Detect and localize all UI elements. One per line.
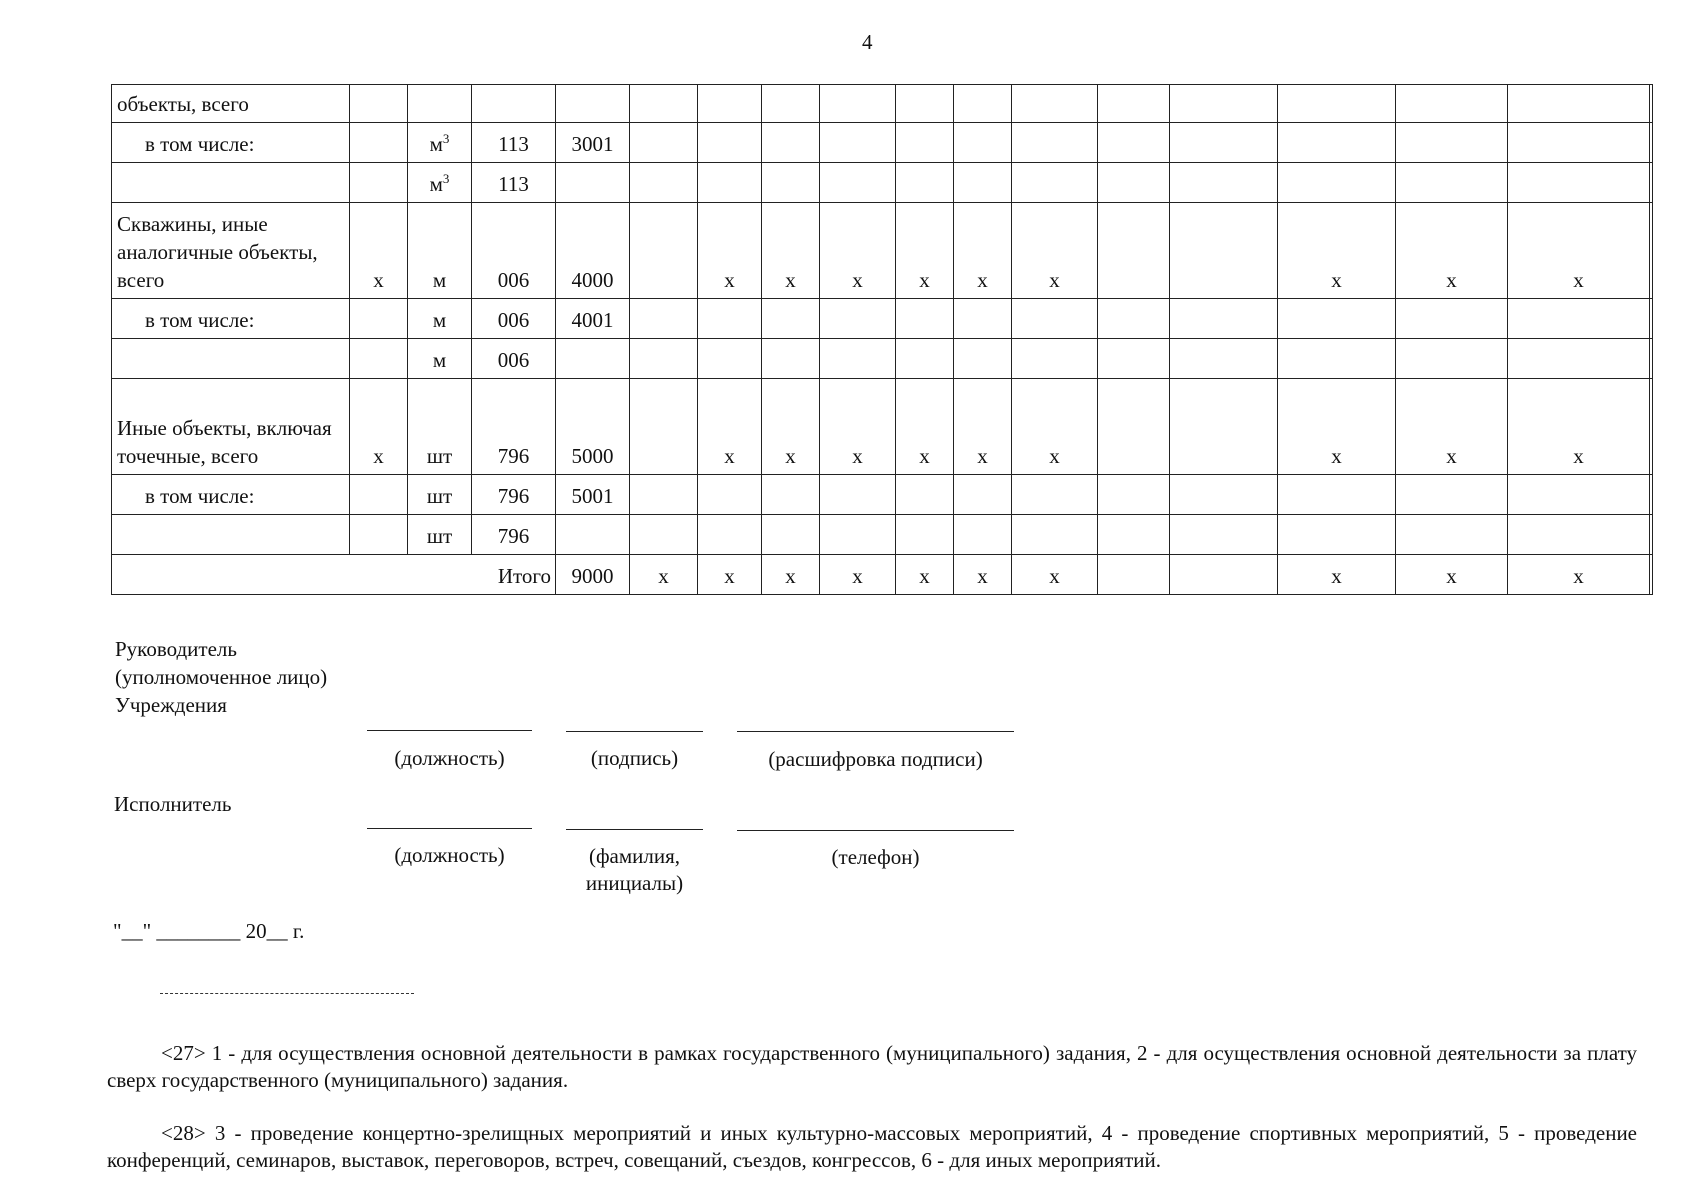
value-cell (896, 85, 954, 123)
table-row (112, 299, 1653, 339)
value-cell: х (1278, 379, 1396, 475)
total-value-cell: х (630, 555, 698, 595)
unit-superscript: 3 (442, 171, 450, 186)
footnote-27: <27> 1 - для осуществления основной деятельности в рамках государственного (муниципального) задания, 2 - для осуществления основной деятельности за плату сверх государственного (муниципального) задания. (107, 1041, 1637, 1092)
value-cell (1012, 339, 1098, 379)
value-cell (1650, 475, 1653, 515)
value-cell (1508, 85, 1650, 123)
value-cell (1508, 515, 1650, 555)
value-cell (698, 123, 762, 163)
head-position-line (367, 730, 532, 731)
value-cell (1012, 475, 1098, 515)
value-cell (1396, 475, 1508, 515)
value-cell: х (954, 203, 1012, 299)
table-row (112, 163, 1653, 203)
value-cell (1012, 85, 1098, 123)
total-value-cell: х (1396, 555, 1508, 595)
exec-position-line (367, 828, 532, 829)
value-cell (1650, 299, 1653, 339)
row-name-cell: в том числе: (112, 299, 350, 339)
okei-code-cell: 113 (472, 123, 556, 163)
value-cell (1508, 299, 1650, 339)
value-cell (762, 475, 820, 515)
unit-cell (408, 85, 472, 123)
executor-label: Исполнитель (114, 792, 232, 816)
exec-name-line (566, 829, 703, 830)
value-cell (630, 475, 698, 515)
value-cell: х (820, 379, 896, 475)
value-cell: х (954, 379, 1012, 475)
value-cell (1650, 339, 1653, 379)
value-cell (1396, 163, 1508, 203)
value-cell (1278, 163, 1396, 203)
row-name-cell: в том числе: (112, 475, 350, 515)
unit-text: м (432, 308, 447, 332)
line-code-cell: 5001 (556, 475, 630, 515)
value-cell (762, 163, 820, 203)
total-line-code: 9000 (556, 555, 630, 595)
value-cell (1396, 299, 1508, 339)
unit-text: м (432, 268, 447, 292)
value-cell (698, 475, 762, 515)
head-signature-line (566, 731, 703, 732)
value-cell (1012, 163, 1098, 203)
total-value-cell: х (896, 555, 954, 595)
row-name-cell (112, 515, 350, 555)
value-cell: х (1396, 379, 1508, 475)
value-cell (1098, 203, 1170, 299)
value-cell: х (1012, 379, 1098, 475)
row-mark-cell (350, 299, 408, 339)
value-cell (1170, 475, 1278, 515)
value-cell (630, 379, 698, 475)
value-cell (1650, 379, 1653, 475)
total-value-cell (1098, 555, 1170, 595)
head-decode-line (737, 731, 1014, 732)
okei-code-cell: 006 (472, 339, 556, 379)
value-cell (1170, 515, 1278, 555)
row-mark-cell (350, 515, 408, 555)
value-cell (630, 299, 698, 339)
value-cell (698, 515, 762, 555)
unit-cell (408, 515, 472, 555)
value-cell (762, 123, 820, 163)
value-cell (1170, 203, 1278, 299)
value-cell (1170, 379, 1278, 475)
value-cell (1012, 515, 1098, 555)
value-cell (954, 515, 1012, 555)
value-cell (698, 85, 762, 123)
total-value-cell: х (1012, 555, 1098, 595)
value-cell (698, 299, 762, 339)
value-cell (1508, 339, 1650, 379)
value-cell (1508, 475, 1650, 515)
head-decode-caption: (расшифровка подписи) (768, 747, 983, 771)
value-cell (954, 339, 1012, 379)
value-cell (630, 515, 698, 555)
value-cell (1650, 203, 1653, 299)
okei-code-cell: 006 (472, 299, 556, 339)
value-cell (1098, 379, 1170, 475)
value-cell (954, 163, 1012, 203)
value-cell (1012, 123, 1098, 163)
unit-text: м (432, 348, 447, 372)
value-cell (1278, 515, 1396, 555)
value-cell (698, 163, 762, 203)
total-value-cell: х (698, 555, 762, 595)
row-mark-cell (350, 85, 408, 123)
value-cell (954, 299, 1012, 339)
line-code-cell (556, 339, 630, 379)
head-label-1: Руководитель (115, 637, 237, 661)
value-cell (1508, 163, 1650, 203)
table-row (112, 123, 1653, 163)
value-cell (896, 123, 954, 163)
page-number: 4 (862, 30, 873, 54)
exec-phone-caption: (телефон) (831, 845, 920, 869)
exec-phone-line (737, 830, 1014, 831)
row-name-cell (112, 163, 350, 203)
value-cell (698, 339, 762, 379)
value-cell (820, 339, 896, 379)
value-cell (896, 299, 954, 339)
row-mark-cell (350, 163, 408, 203)
value-cell: х (896, 203, 954, 299)
value-cell (1396, 339, 1508, 379)
footnote-28: <28> 3 - проведение концертно-зрелищных мероприятий и иных культурно-массовых мероприятий, 4 - проведение спортивных мероприятий, 5 - проведение конференций, семинаров, выставок, переговоров, встреч, совещаний, съездов, конгрессов, 6 - для иных мероприятий. (107, 1121, 1637, 1172)
value-cell (1170, 299, 1278, 339)
table-row (112, 339, 1653, 379)
value-cell (1396, 123, 1508, 163)
line-code-cell (556, 515, 630, 555)
value-cell (1650, 515, 1653, 555)
value-cell: х (1508, 203, 1650, 299)
exec-name-caption-2: инициалы) (585, 871, 684, 895)
row-mark-cell: х (350, 203, 408, 299)
total-value-cell: х (1508, 555, 1650, 595)
unit-cell (408, 203, 472, 299)
head-label-3: Учреждения (115, 693, 227, 717)
exec-position-caption: (должность) (394, 843, 505, 867)
value-cell (762, 299, 820, 339)
date-line: "__" ________ 20__ г. (113, 919, 305, 943)
value-cell (762, 515, 820, 555)
line-code-cell: 5000 (556, 379, 630, 475)
okei-code-cell (472, 85, 556, 123)
value-cell (1098, 515, 1170, 555)
unit-cell (408, 299, 472, 339)
value-cell (1278, 339, 1396, 379)
head-label-2: (уполномоченное лицо) (115, 665, 328, 689)
value-cell (896, 163, 954, 203)
value-cell (630, 203, 698, 299)
row-name-cell: в том числе: (112, 123, 350, 163)
table-row (112, 379, 1653, 475)
row-name-cell: объекты, всего (112, 85, 350, 123)
value-cell (1650, 123, 1653, 163)
total-value-cell: х (762, 555, 820, 595)
value-cell: х (1012, 203, 1098, 299)
value-cell (1170, 339, 1278, 379)
unit-text: шт (426, 484, 453, 508)
okei-code-cell: 796 (472, 475, 556, 515)
row-mark-cell (350, 123, 408, 163)
value-cell (630, 339, 698, 379)
unit-cell (408, 475, 472, 515)
value-cell (1098, 299, 1170, 339)
value-cell (1396, 85, 1508, 123)
value-cell (630, 163, 698, 203)
table-row (112, 515, 1653, 555)
unit-superscript: 3 (442, 131, 450, 146)
okei-code-cell: 796 (472, 379, 556, 475)
total-value-cell: х (1278, 555, 1396, 595)
value-cell (1170, 123, 1278, 163)
value-cell (896, 515, 954, 555)
value-cell (954, 123, 1012, 163)
value-cell (1278, 475, 1396, 515)
value-cell (1650, 163, 1653, 203)
value-cell (630, 123, 698, 163)
value-cell (820, 123, 896, 163)
value-cell (1278, 123, 1396, 163)
value-cell: х (762, 379, 820, 475)
table-row (112, 85, 1653, 123)
value-cell (1098, 339, 1170, 379)
value-cell (820, 85, 896, 123)
value-cell (896, 339, 954, 379)
value-cell (820, 515, 896, 555)
value-cell: х (896, 379, 954, 475)
okei-code-cell: 796 (472, 515, 556, 555)
unit-cell (408, 339, 472, 379)
head-position-caption: (должность) (394, 746, 505, 770)
value-cell (1508, 123, 1650, 163)
value-cell (762, 85, 820, 123)
line-code-cell: 4000 (556, 203, 630, 299)
footnote-separator (160, 993, 414, 994)
unit-text: м (429, 132, 443, 156)
row-mark-cell (350, 339, 408, 379)
total-row (112, 555, 1653, 595)
table-row (112, 203, 1653, 299)
line-code-cell (556, 85, 630, 123)
row-name-cell (112, 339, 350, 379)
line-code-cell: 4001 (556, 299, 630, 339)
value-cell (820, 299, 896, 339)
value-cell: х (1396, 203, 1508, 299)
objects-table (111, 84, 1653, 595)
head-signature-caption: (подпись) (590, 746, 679, 770)
value-cell (1278, 299, 1396, 339)
okei-code-cell: 006 (472, 203, 556, 299)
value-cell (1170, 85, 1278, 123)
value-cell (1098, 85, 1170, 123)
unit-cell (408, 123, 472, 163)
value-cell (1278, 85, 1396, 123)
value-cell: х (1508, 379, 1650, 475)
value-cell (1098, 123, 1170, 163)
value-cell (820, 475, 896, 515)
total-value-cell (1650, 555, 1653, 595)
value-cell: х (698, 379, 762, 475)
row-name-cell: Скважины, иные аналогичные объекты, всего (112, 203, 350, 299)
total-label: Итого (112, 555, 556, 595)
table-body (112, 85, 1653, 595)
value-cell (1170, 163, 1278, 203)
value-cell (1650, 85, 1653, 123)
unit-cell (408, 163, 472, 203)
row-mark-cell: х (350, 379, 408, 475)
value-cell: х (762, 203, 820, 299)
value-cell (954, 475, 1012, 515)
unit-cell (408, 379, 472, 475)
unit-text: шт (426, 444, 453, 468)
row-name-cell: Иные объекты, включая точечные, всего (112, 379, 350, 475)
value-cell (954, 85, 1012, 123)
total-value-cell (1170, 555, 1278, 595)
value-cell: х (820, 203, 896, 299)
value-cell: х (1278, 203, 1396, 299)
unit-text: м (429, 172, 443, 196)
value-cell (630, 85, 698, 123)
value-cell (1098, 475, 1170, 515)
table-row (112, 475, 1653, 515)
value-cell (820, 163, 896, 203)
okei-code-cell: 113 (472, 163, 556, 203)
value-cell (762, 339, 820, 379)
value-cell (1396, 515, 1508, 555)
unit-text: шт (426, 524, 453, 548)
value-cell (896, 475, 954, 515)
value-cell (1098, 163, 1170, 203)
exec-name-caption-1: (фамилия, (588, 844, 681, 868)
total-value-cell: х (820, 555, 896, 595)
line-code-cell: 3001 (556, 123, 630, 163)
row-mark-cell (350, 475, 408, 515)
total-value-cell: х (954, 555, 1012, 595)
value-cell: х (698, 203, 762, 299)
line-code-cell (556, 163, 630, 203)
value-cell (1012, 299, 1098, 339)
